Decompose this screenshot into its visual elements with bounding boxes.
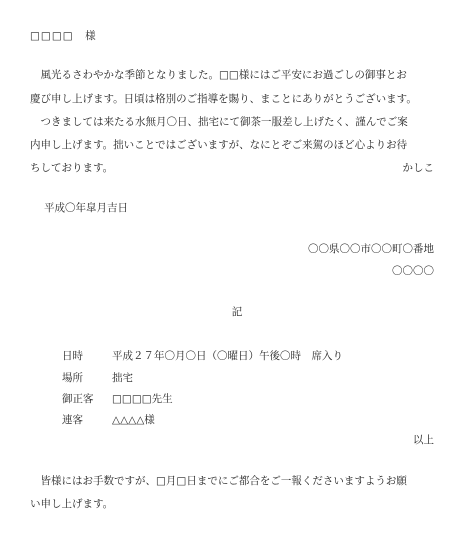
detail-value: △△△△様 [112,414,155,426]
sender-name: 〇〇〇〇 [392,265,434,277]
ijou: 以上 [413,434,434,446]
detail-label: 御正客 [62,393,94,405]
sender-address: 〇〇県〇〇市〇〇町〇番地 [308,243,434,255]
postscript-line: 皆様にはお手数ですが、□月□日までにご都合をご一報くださいますようお願 [30,475,407,487]
body-line: 内申し上げます。拙いことではございますが、なにとぞご来駕のほど心よりお待 [30,139,408,151]
body-line: ちしております。 [30,162,114,174]
detail-label: 日時 [62,350,83,362]
detail-label: 連客 [62,414,83,426]
detail-row-datetime [62,349,343,363]
detail-label: 場所 [62,372,83,384]
detail-row-main-guest [62,392,173,406]
addressee: □□□□ 様 [30,30,97,42]
body-line: 慶び申し上げます。日頃は格別のご指導を賜り、まことにありがとうございます。 [30,93,417,105]
detail-value: 拙宅 [112,372,133,384]
detail-row-place [62,371,133,385]
detail-value: 平成２７年〇月〇日（〇曜日）午後〇時 席入り [112,350,343,362]
detail-row-accompanying-guests [62,413,155,427]
detail-value: □□□□先生 [112,393,173,405]
body-line: 風光るさわやかな季節となりました。□□様にはご平安にお過ごしの御事とお [30,69,407,81]
ki-heading: 記 [231,306,243,318]
letter-date: 平成〇年皐月吉日 [44,202,128,214]
body-line: つきましては来たる水無月〇日、拙宅にて御茶一服差し上げたく、謹んでご案 [30,116,408,128]
closing-word: かしこ [402,162,434,174]
postscript-line: い申し上げます。 [30,498,114,510]
